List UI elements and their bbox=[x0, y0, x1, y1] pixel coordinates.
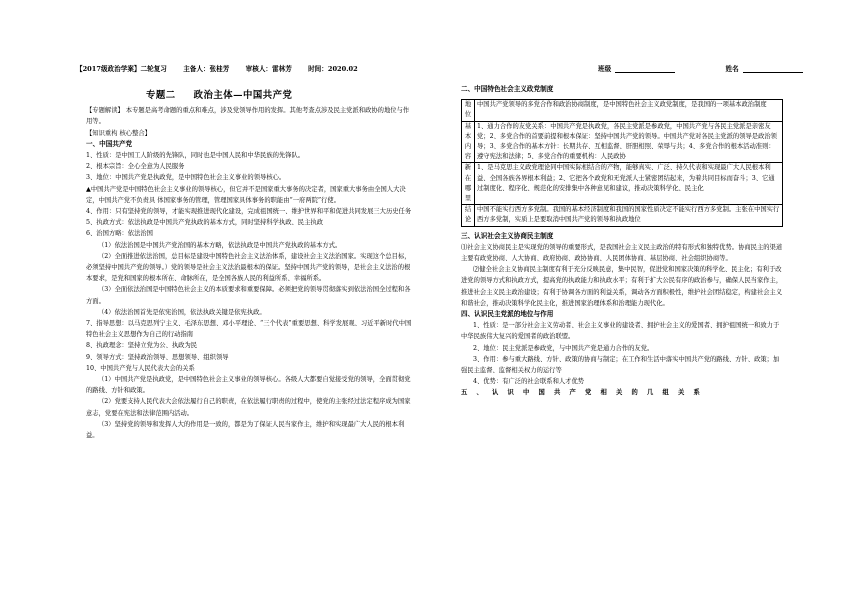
section-4-heading: 四、认识民主党派的地位与作用 bbox=[461, 310, 554, 319]
item-governing-mode: 5、执政方式：依法执政是中国共产党执政的基本方式，同时坚持科学执政、民主执政 bbox=[86, 219, 323, 227]
row-text: 中国共产党领导的多党合作和政治协商制度，是中国特色社会主义政党制度，是我国的一项基本政治制度 bbox=[475, 100, 783, 121]
strategy-point-4: （4）依法治国首先是依宪治国，依法执政关键是依宪执政。 bbox=[98, 308, 266, 316]
party-npc-point-2: （2）党要支持人民代表大会依法履行自己的职责，在依法履行职责的过程中，使党的主张经过法定程序成为国家意志，党要在宪法和法律范围内活动。 bbox=[86, 398, 411, 417]
row-label: 地位 bbox=[462, 100, 475, 121]
democratic-parties-nature: 1、性质：是一部分社会主义劳动者、社会主义事业的建设者、拥护社会主义的爱国者、拥护祖国统一和致力于中华民族伟大复兴的爱国者的政治联盟。 bbox=[461, 322, 780, 341]
item-purpose: 2、根本宗旨：全心全意为人民服务 bbox=[86, 163, 185, 171]
section-5-heading: 五、认识中国共产党相关的几组关系 bbox=[461, 389, 709, 397]
topic-number: 专题二 bbox=[146, 90, 176, 101]
row-label: 新在哪里 bbox=[462, 163, 475, 205]
consultative-point-1: ⑴社会主义协商民主是实现党的领导的重要形式，是我国社会主义民主政治的特有形式和独特优势。协商民主的渠道主要有政党协商、人大协商、政府协商、政协协商、人民团体协商、基层协商、社会组织协商等。 bbox=[461, 243, 783, 263]
class-label: 班级 bbox=[598, 65, 612, 73]
left-column bbox=[86, 84, 412, 441]
row-text: 1、是马克思主义政党理论同中国实际相结合的产物，能够真实、广泛、持久代表和实现最广大人民根本利益、全国各族各界根本利益；2、它把各个政党和无党派人士紧密团结起来，为着共同目标而奋斗；3、它通过制度化、程序化、规范化的安排集中各种意见和建议，推动决策科学化、民主化 bbox=[475, 163, 783, 205]
party-system-table bbox=[461, 99, 783, 226]
row-label: 结论 bbox=[462, 205, 475, 226]
democratic-parties-advantage: 4、优势：有广泛的社会联系和人才优势 bbox=[473, 378, 585, 386]
name-blank[interactable] bbox=[743, 64, 803, 73]
table-row bbox=[462, 121, 783, 163]
democratic-parties-role: 3、作用：参与重大路线、方针、政策的协商与制定；在工作和生活中落实中国共产党的路线、方针、政策；加强民主监督、监督相关权力的运行等 bbox=[461, 355, 780, 375]
party-npc-point-1: （1）中国共产党是执政党，是中国特色社会主义事业的领导核心。各级人大都要自觉接受党的领导，全面贯彻党的路线、方针和政策。 bbox=[86, 376, 411, 395]
name-label: 姓名 bbox=[725, 65, 739, 73]
class-blank[interactable] bbox=[615, 64, 675, 73]
topic-name: 政治主体—中国共产党 bbox=[193, 90, 293, 101]
right-column bbox=[461, 84, 783, 399]
item-status: 3、地位：中国共产党是执政党，是中国特色社会主义事业的领导核心。 bbox=[86, 174, 286, 182]
item-party-npc: 10、中国共产党与人民代表大会的关系 bbox=[86, 364, 195, 372]
item-nature: 1、性质：是中国工人阶级的先锋队，同时也是中国人民和中华民族的先锋队。 bbox=[86, 152, 305, 160]
democratic-parties-status: 2、地位：民主党派是参政党，与中国共产党是通力合作的友党。 bbox=[473, 344, 654, 352]
item-philosophy: 8、执政理念：坚持立党为公、执政为民 bbox=[86, 342, 198, 350]
consultative-point-2: ⑵健全社会主义协商民主制度有利于充分反映民意，集中民智，促进党和国家决策的科学化、民主化；有利于改进党的领导方式和执政方式，提高党的执政能力和执政水平；有利于扩大公民有序的政治参与，确保人民当家作主，推进社会主义民主政治建设；有利于协调各方面的利益关系，调动各方面积极性，维护社会团结稳定，构建社会主义和谐社会，推动决策科学化民主化，推进国家治理体系和治理能力现代化。 bbox=[461, 266, 783, 307]
item-guiding-thought: 7、指导思想：以马克思列宁主义、毛泽东思想、邓小平理论、“三个代表”重要思想、科学发展观、习近平新时代中国特色社会主义思想作为自己的行动指南 bbox=[86, 320, 412, 339]
intro-paragraph: 【专题解读】 本专题是高考命题的重点和难点，涉及党领导作用的发挥。其他考查点涉及民主党派和政协的地位与作用等。 bbox=[86, 107, 410, 126]
date-label: 时间：2020.02 bbox=[308, 65, 358, 73]
knowledge-label: 【知识重构 核心整合】 bbox=[86, 129, 151, 137]
table-row bbox=[462, 205, 783, 226]
section-3-heading: 三、认识社会主义协商民主制度 bbox=[461, 231, 554, 240]
row-text: 中国不能实行西方多党制。我国的基本经济制度和我国的国家性质决定不能实行西方多党制。主张在中国实行西方多党制，实质上是要取消中国共产党的领导和执政地位 bbox=[475, 205, 783, 226]
section-2-heading: 二、中国特色社会主义政党制度 bbox=[461, 85, 554, 93]
table-row bbox=[462, 100, 783, 121]
item-leadership-mode: 9、领导方式：坚持政治领导、思想领导、组织领导 bbox=[86, 353, 229, 361]
page-header bbox=[76, 63, 796, 73]
row-text: 1、通力合作的友党关系：中国共产党是执政党，各民主党派是参政党，中国共产党与各民主党派是亲密友党；2、多党合作的首要前提和根本保证：坚持中国共产党的领导。中国共产党对各民主党派的领导是政治领导；3、多党合作的基本方针：长期共存、互相监督、肝胆相照、荣辱与共；4、多党合作的根本活动准则：遵守宪法和法律；5、多党合作的重要机构：人民政协 bbox=[475, 121, 783, 163]
reviewer-label: 审核人：雷林芳 bbox=[245, 65, 292, 73]
page-title bbox=[86, 90, 412, 101]
note-core: ▲中国共产党是中国特色社会主义事业的领导核心，但它并不是国家重大事务的决定者，国家重大事务由全国人大决定，中国共产党不负责具 体国家事务的管理，管理国家具体事务的职能由“一府两院”行使。 bbox=[86, 185, 406, 204]
strategy-point-1: （1）依法治国是中国共产党治国的基本方略，依法执政是中国共产党执政的基本方式。 bbox=[98, 241, 342, 249]
item-strategy: 6、治国方略：依法治国 bbox=[86, 230, 153, 238]
strategy-point-2: （2）全面推进依法治国，总目标是建设中国特色社会主义法治体系，建设社会主义法治国家。实现这个总目标，必须坚持中国共产党的领导。）党的领导是社会主义法治最根本的保证。坚持中国共产党的领导，是社会主义法治的根本要求，是党和国家的根本所在、命脉所在，是全国各族人民的利益所系、幸福所系。 bbox=[86, 252, 411, 283]
section-1-heading: 一、中国共产党 bbox=[86, 139, 133, 148]
preparer-label: 主备人：张桂芳 bbox=[183, 65, 230, 73]
course-label: 【2017级政治学案】二轮复习 bbox=[76, 65, 167, 73]
table-row bbox=[462, 163, 783, 205]
party-npc-point-3: （3）坚持党的领导和发挥人大的作用是一致的，都是为了保证人民当家作主，维护和实现最广大人民的根本利益。 bbox=[86, 420, 405, 440]
item-role: 4、作用：只有坚持党的领导，才能实现推进现代化建设，完成祖国统一、维护世界和平和促进共同发展三大历史任务 bbox=[86, 208, 412, 216]
strategy-point-3: （3）全面依法治国是中国特色社会主义的本质要求和重要保障。必须把党的领导贯彻落实到依法治国全过程和各方面。 bbox=[86, 286, 411, 305]
student-info bbox=[598, 63, 807, 73]
row-label: 基本内容 bbox=[462, 121, 475, 163]
